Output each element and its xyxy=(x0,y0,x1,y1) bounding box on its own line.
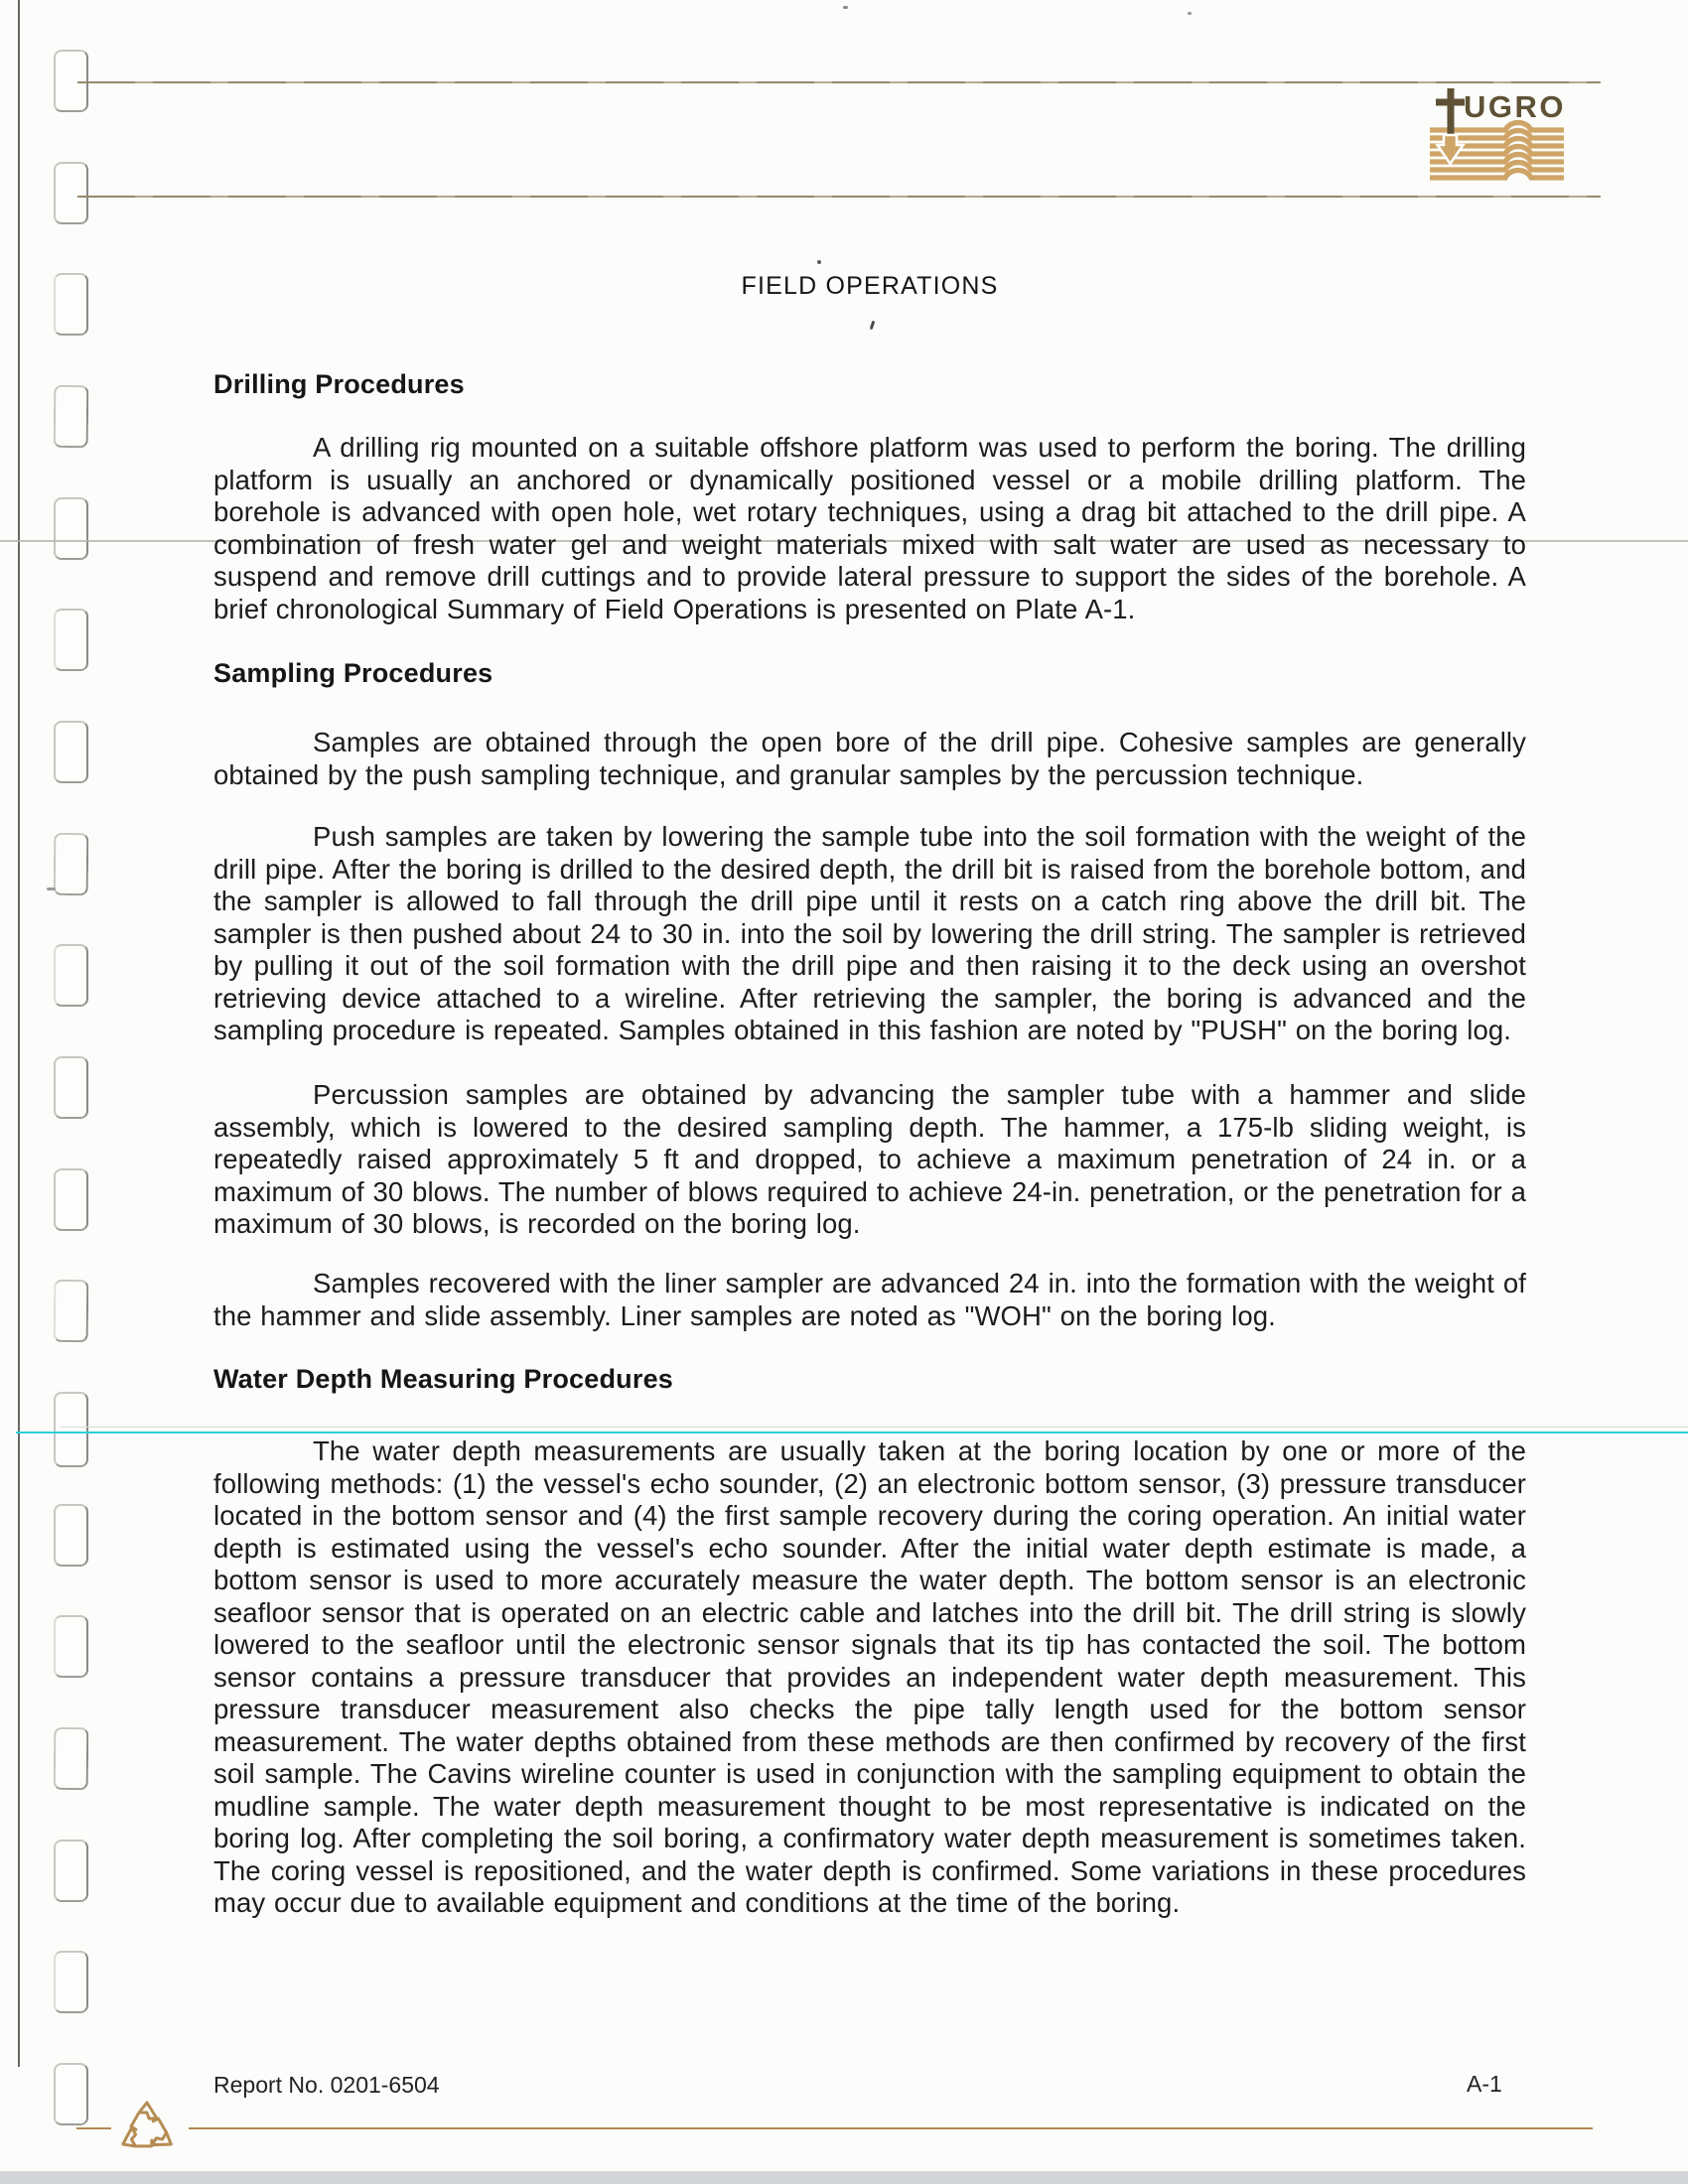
fugro-logo xyxy=(1422,85,1573,187)
paragraph-sampling-4: Samples recovered with the liner sampler are advanced 24 in. into the formation with the weight of the hammer and slide assembly. Liner samples are noted as "WOH" on the boring log. xyxy=(213,1268,1526,1331)
scan-bottom-band xyxy=(0,2171,1688,2184)
heading-water-depth-procedures: Water Depth Measuring Procedures xyxy=(213,1364,674,1394)
footer-page-number: A-1 xyxy=(1467,2071,1502,2097)
scan-speck xyxy=(47,887,56,890)
heading-sampling-procedures: Sampling Procedures xyxy=(213,658,493,688)
scan-speck xyxy=(817,260,821,264)
page-title: FIELD OPERATIONS xyxy=(741,272,999,300)
paragraph-water-depth-1: The water depth measurements are usually taken at the boring location by one or more of the following methods: (1) the vessel's echo sounder, (2) an electronic bottom sensor, (3) pressure transducer located in the bottom sensor and (4) the first sample recovery during the coring operation. An initial water depth is estimated using the vessel's echo sounder. After the initial water depth estimate is made, a bottom sensor is used to more accurately measure the water depth. The bottom sensor is an electronic seafloor sensor that is operated on an electric cable and latches into the drill bit. The drill string is slowly lowered to the seafloor until the electronic sensor signals that its tip has contacted the soil. The bottom sensor contains a pressure transducer that provides an independent water depth measurement. This pressure transducer measurement also checks the pipe tally length used for the bottom sensor measurement. The water depths obtained from these methods are then confirmed by recovery of the first soil sample. The Cavins wireline counter is used in conjunction with the sampling equipment to obtain the mudline sample. The water depth measurement thought to be most representative is indicated on the boring log. After completing the soil boring, a confirmatory water depth measurement is sometimes taken. The coring vessel is repositioned, and the water depth is confirmed. Some variations in these procedures may occur due to available equipment and conditions at the time of the boring. xyxy=(213,1435,1526,1918)
top-border-line-1 xyxy=(77,81,1601,83)
heading-drilling-procedures: Drilling Procedures xyxy=(213,369,465,399)
paragraph-drilling-1: A drilling rig mounted on a suitable offshore platform was used to perform the boring. The drilling platform is usually an anchored or dynamically positioned vessel or a mobile drilling platform. The borehole is advanced with open hole, wet rotary techniques, using a drag bit attached to the drill pipe. A combination of fresh water gel and weight materials mixed with salt water are used as necessary to suspend and remove drill cuttings and to provide lateral pressure to support the sides of the borehole. A brief chronological Summary of Field Operations is presented on Plate A-1. xyxy=(213,432,1526,624)
fugro-logo-letters: UGRO xyxy=(1464,89,1566,124)
footer-border-line xyxy=(189,2127,1593,2129)
scan-speck xyxy=(843,6,848,9)
paragraph-sampling-3: Percussion samples are obtained by advancing the sampler tube with a hammer and slide assembly, which is lowered to the desired sampling depth. The hammer, a 175-lb sliding weight, is repeatedly raised approximately 5 ft and dropped, to achieve a maximum penetration of 24 in. or a maximum of 30 blows. The number of blows required to achieve 24-in. penetration, or the penetration for a maximum of 30 blows, is recorded on the boring log. xyxy=(213,1079,1526,1239)
paragraph-sampling-2: Push samples are taken by lowering the sample tube into the soil formation with the weight of the drill pipe. After the boring is drilled to the desired depth, the drill bit is raised from the borehole bottom, and the sampler is allowed to fall through the drill pipe until it rests on a catch ring above the drill bit. The sampler is then pushed about 24 to 30 in. into the soil by lowering the drill string. The sampler is retrieved by pulling it out of the soil formation with the drill pipe and then raising it to the deck using an overshot retrieving device attached to a wireline. After retrieving the sampler, the boring is advanced and the sampling procedure is repeated. Samples obtained in this fashion are noted by "PUSH" on the boring log. xyxy=(213,821,1526,1045)
paragraph-sampling-1: Samples are obtained through the open bore of the drill pipe. Cohesive samples are generally obtained by the push sampling technique, and granular samples by the percussion technique. xyxy=(213,727,1526,790)
fugro-logo-graphic xyxy=(1422,85,1573,187)
recycle-icon xyxy=(109,2091,185,2166)
scan-artifact-faint-line xyxy=(60,1427,1688,1428)
scan-speck xyxy=(1188,12,1192,15)
footer-line-dash xyxy=(76,2127,111,2129)
footer-report-number: Report No. 0201-6504 xyxy=(213,2072,440,2098)
scan-artifact-cyan-line xyxy=(16,1432,1688,1433)
scan-speck xyxy=(870,321,876,330)
top-border-line-2 xyxy=(77,196,1601,198)
binding-marks xyxy=(0,0,109,2184)
